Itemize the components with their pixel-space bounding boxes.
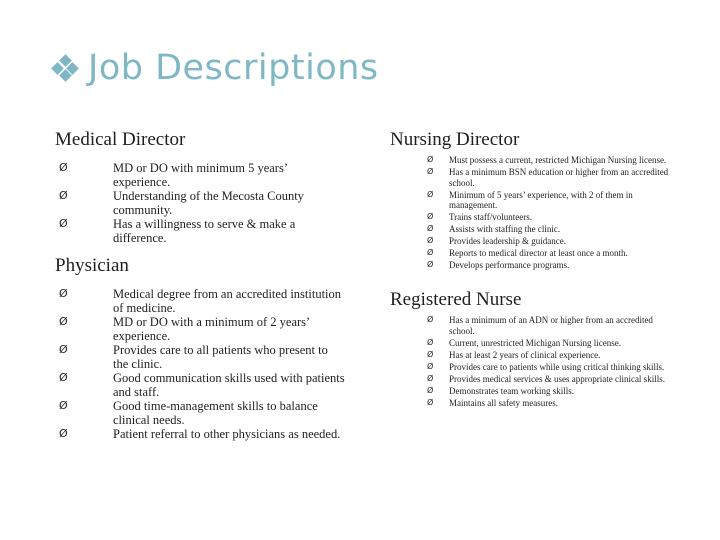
list-item-text: Provides care to patients while using critical thinking skills. <box>449 361 665 372</box>
four-diamond-bullet-icon <box>52 55 78 81</box>
list-item-text: Provides leadership & guidance. <box>449 236 566 246</box>
list-item-text: Reports to medical director at least once a month. <box>449 248 628 258</box>
list-item <box>390 155 680 166</box>
list-item-text: Understanding of the Mecosta County community. <box>113 189 304 217</box>
list-item <box>390 398 680 409</box>
list-item-text: Assists with staffing the clinic. <box>449 224 561 234</box>
arrow-bullet-icon: Ø <box>427 155 434 164</box>
list-item <box>390 374 680 385</box>
medical-director-heading: Medical Director <box>55 129 186 150</box>
arrow-bullet-icon: Ø <box>427 361 434 371</box>
physician-heading: Physician <box>55 255 129 276</box>
list-item-text: Maintains all safety measures. <box>449 397 558 408</box>
physician-section <box>55 255 345 441</box>
arrow-bullet-icon: Ø <box>59 315 68 328</box>
list-item <box>390 260 680 271</box>
list-item-text: Patient referral to other physicians as needed. <box>113 427 341 441</box>
nursing-director-list <box>390 155 680 271</box>
list-item <box>390 338 680 349</box>
list-item <box>55 371 345 399</box>
list-item-text: Good communication skills used with patients and staff. <box>113 371 345 399</box>
list-item-text: Demonstrates team working skills. <box>449 385 574 396</box>
list-item <box>390 350 680 361</box>
registered-nurse-section <box>390 289 680 410</box>
list-item-text: Must possess a current, restricted Michigan Nursing license. <box>449 155 667 165</box>
list-item-text: Medical degree from an accredited institution of medicine. <box>113 287 342 315</box>
list-item <box>390 190 680 211</box>
list-item-text: Has a minimum BSN education or higher from an accredited school. <box>449 167 669 188</box>
list-item <box>390 224 680 235</box>
registered-nurse-heading: Registered Nurse <box>390 289 522 310</box>
list-item <box>55 161 345 189</box>
list-item <box>390 386 680 397</box>
nursing-director-section <box>390 129 680 272</box>
list-item-text: Has a willingness to serve & make a difference. <box>113 217 296 245</box>
arrow-bullet-icon: Ø <box>427 212 434 221</box>
list-item <box>55 287 345 315</box>
medical-director-list <box>55 161 345 245</box>
nursing-director-heading: Nursing Director <box>390 129 520 150</box>
arrow-bullet-icon: Ø <box>427 397 434 407</box>
list-item <box>55 399 345 427</box>
arrow-bullet-icon: Ø <box>427 167 434 176</box>
arrow-bullet-icon: Ø <box>427 224 434 233</box>
list-item-text: Has at least 2 years of clinical experience. <box>449 349 601 360</box>
list-item <box>390 212 680 223</box>
list-item <box>390 236 680 247</box>
arrow-bullet-icon: Ø <box>59 161 68 174</box>
physician-list <box>55 287 345 441</box>
page-title-text: Job Descriptions <box>88 48 379 88</box>
list-item <box>390 315 680 336</box>
arrow-bullet-icon: Ø <box>427 189 434 199</box>
arrow-bullet-icon: Ø <box>427 385 434 395</box>
list-item <box>55 427 345 441</box>
list-item-text: Minimum of 5 years’ experience, with 2 of them in management. <box>449 189 633 210</box>
list-item <box>390 362 680 373</box>
arrow-bullet-icon: Ø <box>427 315 434 324</box>
list-item-text: Current, unrestricted Michigan Nursing license. <box>449 337 621 348</box>
arrow-bullet-icon: Ø <box>59 287 68 300</box>
medical-director-section <box>55 129 345 245</box>
arrow-bullet-icon: Ø <box>59 371 68 384</box>
arrow-bullet-icon: Ø <box>427 260 434 269</box>
list-item <box>390 167 680 188</box>
arrow-bullet-icon: Ø <box>427 373 434 383</box>
arrow-bullet-icon: Ø <box>427 337 434 347</box>
list-item <box>55 189 345 217</box>
list-item <box>55 315 345 343</box>
arrow-bullet-icon: Ø <box>59 399 68 412</box>
arrow-bullet-icon: Ø <box>59 427 68 440</box>
registered-nurse-list <box>390 315 680 408</box>
list-item <box>55 343 345 371</box>
list-item-text: Good time-management skills to balance clinical needs. <box>113 399 318 427</box>
list-item <box>390 248 680 259</box>
list-item-text: MD or DO with a minimum of 2 years’ experience. <box>113 315 310 343</box>
arrow-bullet-icon: Ø <box>427 236 434 245</box>
list-item-text: Provides medical services & uses appropriate clinical skills. <box>449 373 665 384</box>
arrow-bullet-icon: Ø <box>427 248 434 257</box>
page-title <box>52 44 379 92</box>
arrow-bullet-icon: Ø <box>427 349 434 359</box>
list-item-text: Trains staff/volunteers. <box>449 212 532 222</box>
arrow-bullet-icon: Ø <box>59 343 68 356</box>
list-item-text: Provides care to all patients who present to the clinic. <box>113 343 328 371</box>
list-item <box>55 217 345 245</box>
arrow-bullet-icon: Ø <box>59 217 68 230</box>
list-item-text: Develops performance programs. <box>449 260 570 270</box>
list-item-text: MD or DO with minimum 5 years’ experience. <box>113 161 288 189</box>
list-item-text: Has a minimum of an ADN or higher from an accredited school. <box>449 315 653 336</box>
arrow-bullet-icon: Ø <box>59 189 68 202</box>
